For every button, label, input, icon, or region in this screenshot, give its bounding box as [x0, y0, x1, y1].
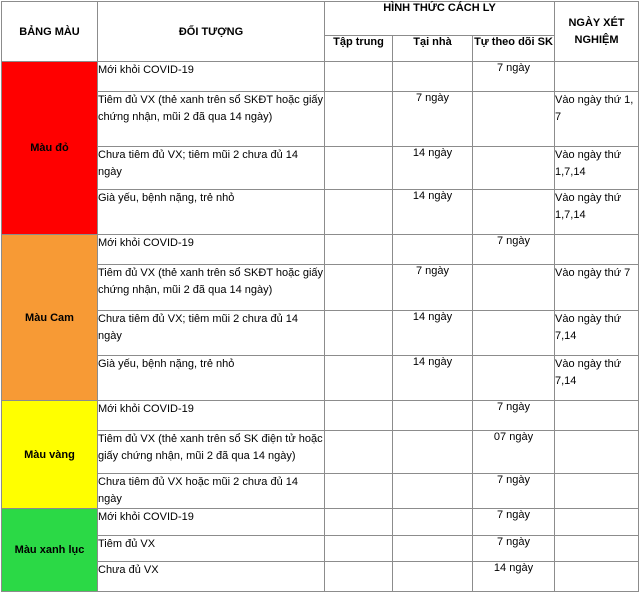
concentrated-cell [325, 147, 393, 190]
object-cell: Chưa tiêm đủ VX hoặc mũi 2 chưa đủ 14 ngày [98, 474, 325, 509]
table-row [2, 356, 639, 401]
self-monitor-cell: 14 ngày [473, 562, 555, 592]
object-cell: Chưa tiêm đủ VX; tiêm mũi 2 chưa đủ 14 ngày [98, 147, 325, 190]
test-day-cell [555, 562, 639, 592]
group-orange-label: Màu Cam [2, 235, 98, 401]
at-home-cell [393, 474, 473, 509]
at-home-cell [393, 536, 473, 562]
at-home-cell [393, 235, 473, 265]
table-row [2, 311, 639, 356]
concentrated-cell [325, 265, 393, 311]
test-day-cell [555, 401, 639, 431]
quarantine-table [1, 1, 639, 592]
header-at-home: Tại nhà [393, 36, 473, 62]
object-cell: Chưa đủ VX [98, 562, 325, 592]
self-monitor-cell [473, 356, 555, 401]
self-monitor-cell: 7 ngày [473, 509, 555, 536]
self-monitor-cell: 7 ngày [473, 536, 555, 562]
header-test-day: NGÀY XÉT NGHIỆM [555, 2, 639, 62]
test-day-cell [555, 62, 639, 92]
concentrated-cell [325, 235, 393, 265]
test-day-cell: Vào ngày thứ 7,14 [555, 356, 639, 401]
self-monitor-cell [473, 92, 555, 147]
object-cell: Tiêm đủ VX (thẻ xanh trên sổ SK điện tử hoặc giấy chứng nhận, mũi 2 đã qua 14 ngày) [98, 431, 325, 474]
group-red-label: Màu đỏ [2, 62, 98, 235]
table-row [2, 562, 639, 592]
concentrated-cell [325, 562, 393, 592]
object-cell: Tiêm đủ VX (thẻ xanh trên sổ SKĐT hoặc giấy chứng nhận, mũi 2 đã qua 14 ngày) [98, 92, 325, 147]
at-home-cell [393, 401, 473, 431]
header-object: ĐỐI TƯỢNG [98, 2, 325, 62]
header-concentrated: Tập trung [325, 36, 393, 62]
self-monitor-cell [473, 311, 555, 356]
concentrated-cell [325, 311, 393, 356]
group-yellow-label: Màu vàng [2, 401, 98, 509]
concentrated-cell [325, 62, 393, 92]
self-monitor-cell: 7 ngày [473, 235, 555, 265]
at-home-cell [393, 431, 473, 474]
object-cell: Mới khỏi COVID-19 [98, 401, 325, 431]
object-cell: Tiêm đủ VX [98, 536, 325, 562]
self-monitor-cell: 7 ngày [473, 401, 555, 431]
self-monitor-cell [473, 190, 555, 235]
object-cell: Tiêm đủ VX (thẻ xanh trên sổ SKĐT hoặc giấy chứng nhận, mũi 2 đã qua 14 ngày) [98, 265, 325, 311]
at-home-cell: 14 ngày [393, 356, 473, 401]
object-cell: Già yếu, bệnh nặng, trẻ nhỏ [98, 190, 325, 235]
table-row [2, 431, 639, 474]
table-row [2, 235, 639, 265]
at-home-cell: 14 ngày [393, 311, 473, 356]
table-row [2, 474, 639, 509]
table-row [2, 536, 639, 562]
concentrated-cell [325, 356, 393, 401]
table-row [2, 509, 639, 536]
concentrated-cell [325, 190, 393, 235]
at-home-cell: 7 ngày [393, 265, 473, 311]
self-monitor-cell: 7 ngày [473, 474, 555, 509]
concentrated-cell [325, 536, 393, 562]
object-cell: Già yếu, bệnh nặng, trẻ nhỏ [98, 356, 325, 401]
object-cell: Chưa tiêm đủ VX; tiêm mũi 2 chưa đủ 14 ngày [98, 311, 325, 356]
header-self-monitor: Tự theo dõi SK [473, 36, 555, 62]
object-cell: Mới khỏi COVID-19 [98, 235, 325, 265]
test-day-cell [555, 536, 639, 562]
at-home-cell [393, 62, 473, 92]
concentrated-cell [325, 92, 393, 147]
table-row [2, 147, 639, 190]
at-home-cell [393, 509, 473, 536]
at-home-cell [393, 562, 473, 592]
test-day-cell: Vào ngày thứ 1, 7 [555, 92, 639, 147]
test-day-cell [555, 235, 639, 265]
self-monitor-cell: 7 ngày [473, 62, 555, 92]
object-cell: Mới khỏi COVID-19 [98, 509, 325, 536]
test-day-cell: Vào ngày thứ 7,14 [555, 311, 639, 356]
group-green-label: Màu xanh lục [2, 509, 98, 592]
concentrated-cell [325, 509, 393, 536]
table-row [2, 92, 639, 147]
table-row [2, 401, 639, 431]
table-row [2, 62, 639, 92]
at-home-cell: 14 ngày [393, 147, 473, 190]
header-color-table: BẢNG MÀU [2, 2, 98, 62]
at-home-cell: 14 ngày [393, 190, 473, 235]
concentrated-cell [325, 474, 393, 509]
self-monitor-cell [473, 147, 555, 190]
self-monitor-cell [473, 265, 555, 311]
test-day-cell [555, 474, 639, 509]
concentrated-cell [325, 401, 393, 431]
test-day-cell: Vào ngày thứ 1,7,14 [555, 147, 639, 190]
table-row [2, 190, 639, 235]
test-day-cell: Vào ngày thứ 7 [555, 265, 639, 311]
object-cell: Mới khỏi COVID-19 [98, 62, 325, 92]
test-day-cell: Vào ngày thứ 1,7,14 [555, 190, 639, 235]
table-row [2, 265, 639, 311]
at-home-cell: 7 ngày [393, 92, 473, 147]
concentrated-cell [325, 431, 393, 474]
self-monitor-cell: 07 ngày [473, 431, 555, 474]
test-day-cell [555, 431, 639, 474]
test-day-cell [555, 509, 639, 536]
header-quarantine-form: HÌNH THỨC CÁCH LY [325, 2, 555, 36]
